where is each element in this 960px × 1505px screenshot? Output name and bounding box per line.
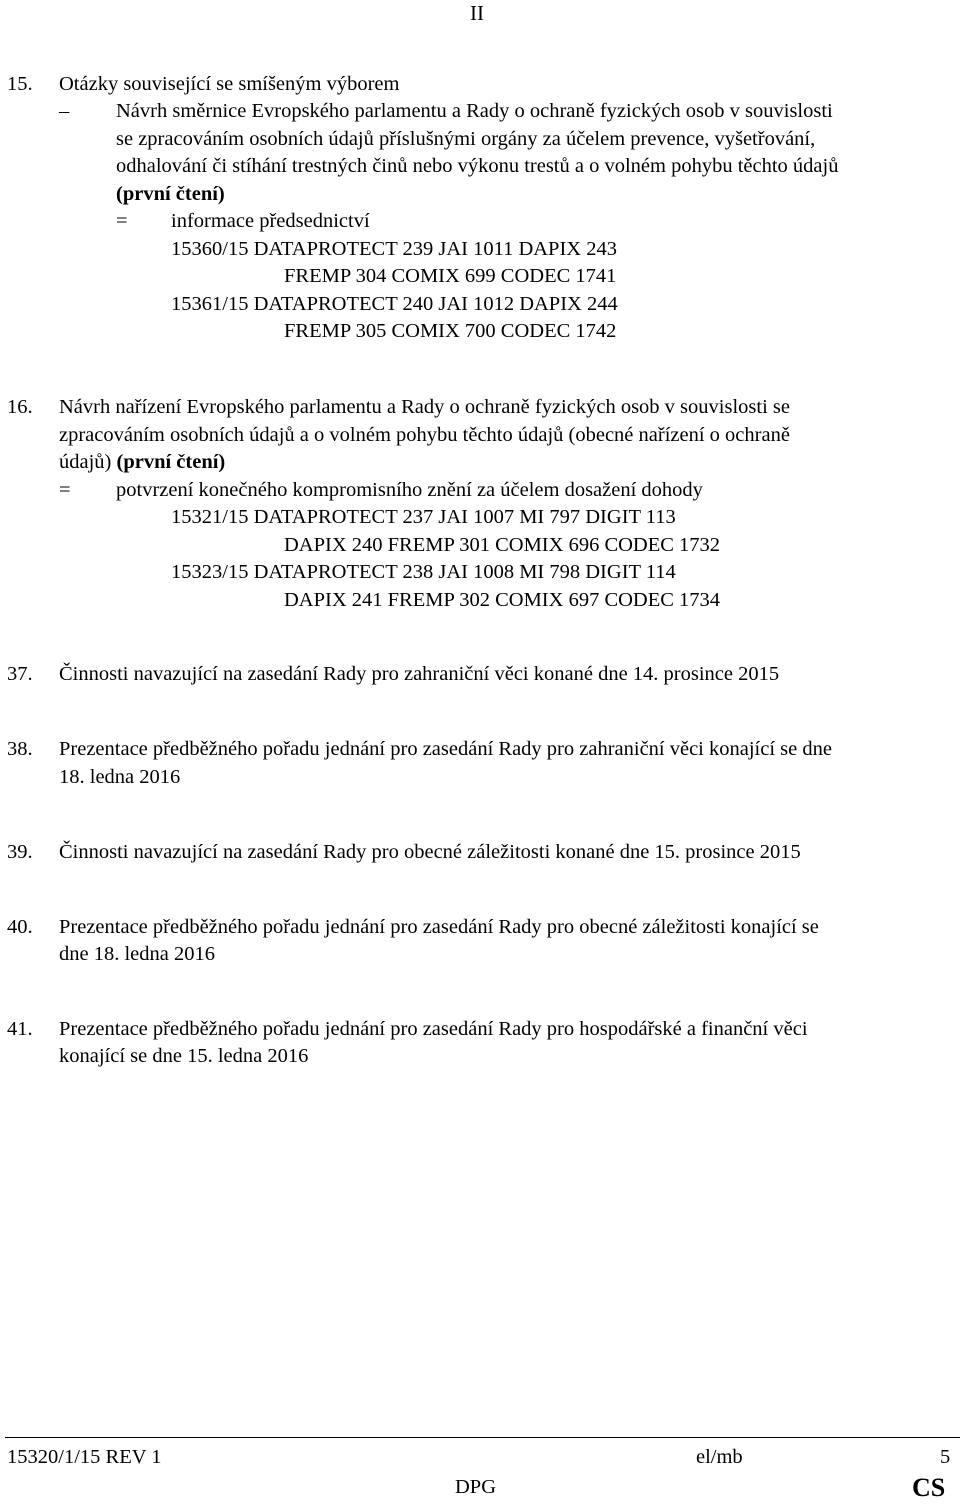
item-text-line: konající se dne 15. ledna 2016	[59, 1045, 309, 1067]
doc-reference: 15323/15 DATAPROTECT 238 JAI 1008 MI 798 DIGIT 114	[171, 561, 676, 583]
doc-reference: FREMP 305 COMIX 700 CODEC 1742	[284, 320, 617, 342]
item-number: 41.	[7, 1018, 33, 1040]
doc-reference: DAPIX 240 FREMP 301 COMIX 696 CODEC 1732	[284, 534, 721, 556]
footer-initials: el/mb	[696, 1446, 743, 1468]
item-text-line: dne 18. ledna 2016	[59, 943, 215, 965]
item-title: Otázky související se smíšeným výborem	[59, 73, 400, 95]
doc-reference: 15360/15 DATAPROTECT 239 JAI 1011 DAPIX 243	[171, 238, 617, 260]
equals-marker: =	[116, 210, 128, 232]
item-text-line: zpracováním osobních údajů a o volném pohybu těchto údajů (obecné nařízení o ochraně	[59, 424, 790, 446]
item-text-line: Činnosti navazující na zasedání Rady pro zahraniční věci konané dne 14. prosince 2015	[59, 663, 780, 685]
item-text-line: Činnosti navazující na zasedání Rady pro obecné záležitosti konané dne 15. prosince 2015	[59, 841, 801, 863]
item-text-line: Návrh směrnice Evropského parlamentu a Rady o ochraně fyzických osob v souvislosti	[116, 100, 833, 122]
doc-reference: 15361/15 DATAPROTECT 240 JAI 1012 DAPIX 244	[171, 293, 618, 315]
item-text-line: se zpracováním osobních údajů příslušnými orgány za účelem prevence, vyšetřování,	[116, 128, 816, 150]
equals-marker: =	[59, 479, 71, 501]
item-number: 37.	[7, 663, 33, 685]
status-text: informace předsednictví	[171, 210, 370, 232]
doc-reference: 15321/15 DATAPROTECT 237 JAI 1007 MI 797 DIGIT 113	[171, 506, 676, 528]
item-number: 38.	[7, 738, 33, 760]
item-text-line-with-reading	[59, 452, 225, 473]
item-text-line: Prezentace předběžného pořadu jednání pro zasedání Rady pro obecné záležitosti konající se	[59, 916, 819, 938]
status-text: potvrzení konečného kompromisního znění za účelem dosažení dohody	[116, 479, 703, 501]
item-text-line: Návrh nařízení Evropského parlamentu a Rady o ochraně fyzických osob v souvislosti se	[59, 396, 790, 418]
doc-reference: FREMP 304 COMIX 699 CODEC 1741	[284, 265, 617, 287]
footer-directorate: DPG	[455, 1476, 497, 1498]
footer-divider	[5, 1437, 960, 1438]
doc-reference: DAPIX 241 FREMP 302 COMIX 697 CODEC 1734	[284, 589, 721, 611]
reading-label: (první čtení)	[116, 451, 226, 473]
item-number: 16.	[7, 396, 33, 418]
item-number: 39.	[7, 841, 33, 863]
item-number: 40.	[7, 916, 33, 938]
reading-label: (první čtení)	[116, 183, 225, 205]
annex-mark: II	[470, 1, 484, 25]
item-number: 15.	[7, 73, 33, 95]
item-text-line: Prezentace předběžného pořadu jednání pro zasedání Rady pro zahraniční věci konající se dne	[59, 738, 832, 760]
item-text-line: Prezentace předběžného pořadu jednání pro zasedání Rady pro hospodářské a finanční věci	[59, 1018, 808, 1040]
footer-language-code: CS	[912, 1473, 946, 1502]
footer-page-number: 5	[940, 1446, 951, 1468]
dash-marker: –	[59, 100, 70, 122]
item-text-line: 18. ledna 2016	[59, 766, 181, 788]
footer-doc-reference: 15320/1/15 REV 1	[7, 1446, 162, 1468]
item-text-line: údajů)	[59, 451, 112, 473]
item-text-line: odhalování či stíhání trestných činů nebo výkonu trestů a o volném pohybu těchto údajů	[116, 155, 839, 177]
